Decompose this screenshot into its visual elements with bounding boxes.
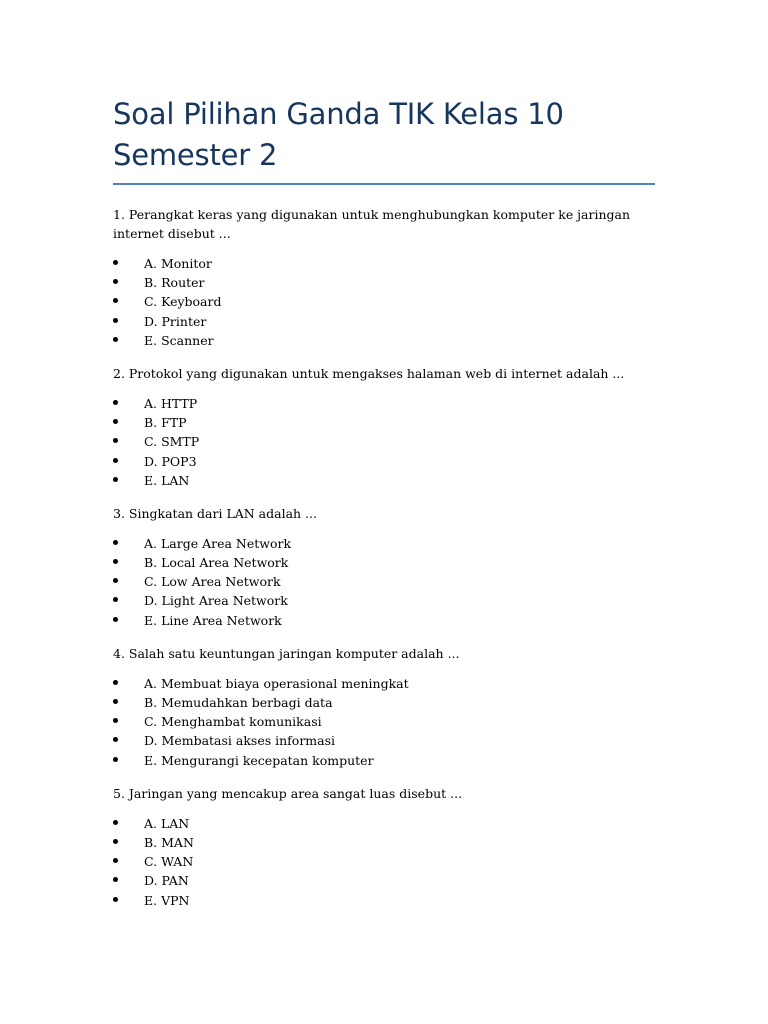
bullet-icon (113, 559, 118, 564)
option-label: E. LAN (144, 472, 190, 488)
option-label: C. WAN (144, 854, 194, 870)
bullet-icon (113, 718, 118, 723)
option-label: D. PAN (144, 873, 189, 889)
bullet-icon (113, 680, 118, 685)
option-label: E. VPN (144, 892, 190, 908)
option-item (113, 331, 655, 350)
option-item (113, 432, 655, 451)
option-item (113, 292, 655, 311)
option-label: B. MAN (144, 834, 194, 850)
bullet-icon (113, 820, 118, 825)
option-item (113, 814, 655, 833)
option-item (113, 572, 655, 591)
bullet-icon (113, 737, 118, 742)
option-label: C. Keyboard (144, 294, 222, 310)
option-label: C. Low Area Network (144, 574, 281, 590)
option-label: B. Local Area Network (144, 555, 289, 571)
question-4-options (113, 674, 655, 770)
bullet-icon (113, 699, 118, 704)
option-item (113, 611, 655, 630)
option-label: D. POP3 (144, 453, 197, 469)
bullet-icon (113, 337, 118, 342)
option-item (113, 553, 655, 572)
question-4-text: 4. Salah satu keuntungan jaringan komputer adalah ... (113, 645, 460, 661)
bullet-icon (113, 757, 118, 762)
question-3-text: 3. Singkatan dari LAN adalah ... (113, 505, 317, 521)
option-item (113, 452, 655, 471)
option-item (113, 413, 655, 432)
option-item (113, 254, 655, 273)
option-item (113, 273, 655, 292)
option-item (113, 693, 655, 712)
bullet-icon (113, 597, 118, 602)
bullet-icon (113, 617, 118, 622)
option-label: E. Line Area Network (144, 612, 282, 628)
option-item (113, 712, 655, 731)
option-label: E. Mengurangi kecepatan komputer (144, 752, 374, 768)
option-label: D. Printer (144, 313, 207, 329)
bullet-icon (113, 260, 118, 265)
option-item (113, 871, 655, 890)
title-line-1: Soal Pilihan Ganda TIK Kelas 10 (113, 97, 564, 131)
question-5-options (113, 814, 655, 910)
option-item (113, 394, 655, 413)
question-2-options (113, 394, 655, 490)
option-item (113, 751, 655, 770)
option-item (113, 534, 655, 553)
question-1-options (113, 254, 655, 350)
option-label: B. FTP (144, 415, 187, 431)
bullet-icon (113, 400, 118, 405)
option-item (113, 591, 655, 610)
bullet-icon (113, 318, 118, 323)
option-label: D. Light Area Network (144, 593, 288, 609)
bullet-icon (113, 877, 118, 882)
option-label: B. Router (144, 275, 205, 291)
document-page (113, 94, 655, 924)
bullet-icon (113, 298, 118, 303)
question-list (113, 205, 655, 910)
bullet-icon (113, 477, 118, 482)
bullet-icon (113, 540, 118, 545)
option-item (113, 471, 655, 490)
bullet-icon (113, 458, 118, 463)
option-label: B. Memudahkan berbagi data (144, 695, 333, 710)
question-3-options (113, 534, 655, 630)
option-label: A. Membuat biaya operasional meningkat (144, 675, 409, 691)
document-title (113, 94, 655, 176)
bullet-icon (113, 578, 118, 583)
question-5-text: 5. Jaringan yang mencakup area sangat luas disebut ... (113, 785, 463, 801)
option-label: D. Membatasi akses informasi (144, 733, 336, 749)
option-label: A. HTTP (144, 395, 198, 411)
bullet-icon (113, 839, 118, 844)
bullet-icon (113, 897, 118, 902)
bullet-icon (113, 419, 118, 424)
question-2-text: 2. Protokol yang digunakan untuk mengakses halaman web di internet adalah ... (113, 365, 625, 381)
question-1-text: 1. Perangkat keras yang digunakan untuk menghubungkan komputer ke jaringan internet disebut ... (113, 207, 631, 241)
bullet-icon (113, 438, 118, 443)
title-underline (113, 183, 655, 185)
option-item (113, 674, 655, 693)
option-item (113, 852, 655, 871)
option-label: E. Scanner (144, 332, 214, 348)
option-item (113, 731, 655, 750)
option-label: A. LAN (144, 815, 190, 831)
bullet-icon (113, 858, 118, 863)
option-label: C. SMTP (144, 434, 200, 450)
option-item (113, 312, 655, 331)
option-item (113, 833, 655, 852)
option-label: C. Menghambat komunikasi (144, 714, 322, 730)
option-item (113, 891, 655, 910)
bullet-icon (113, 279, 118, 284)
option-label: A. Large Area Network (144, 535, 292, 551)
title-line-2: Semester 2 (113, 138, 278, 172)
option-label: A. Monitor (144, 256, 212, 271)
